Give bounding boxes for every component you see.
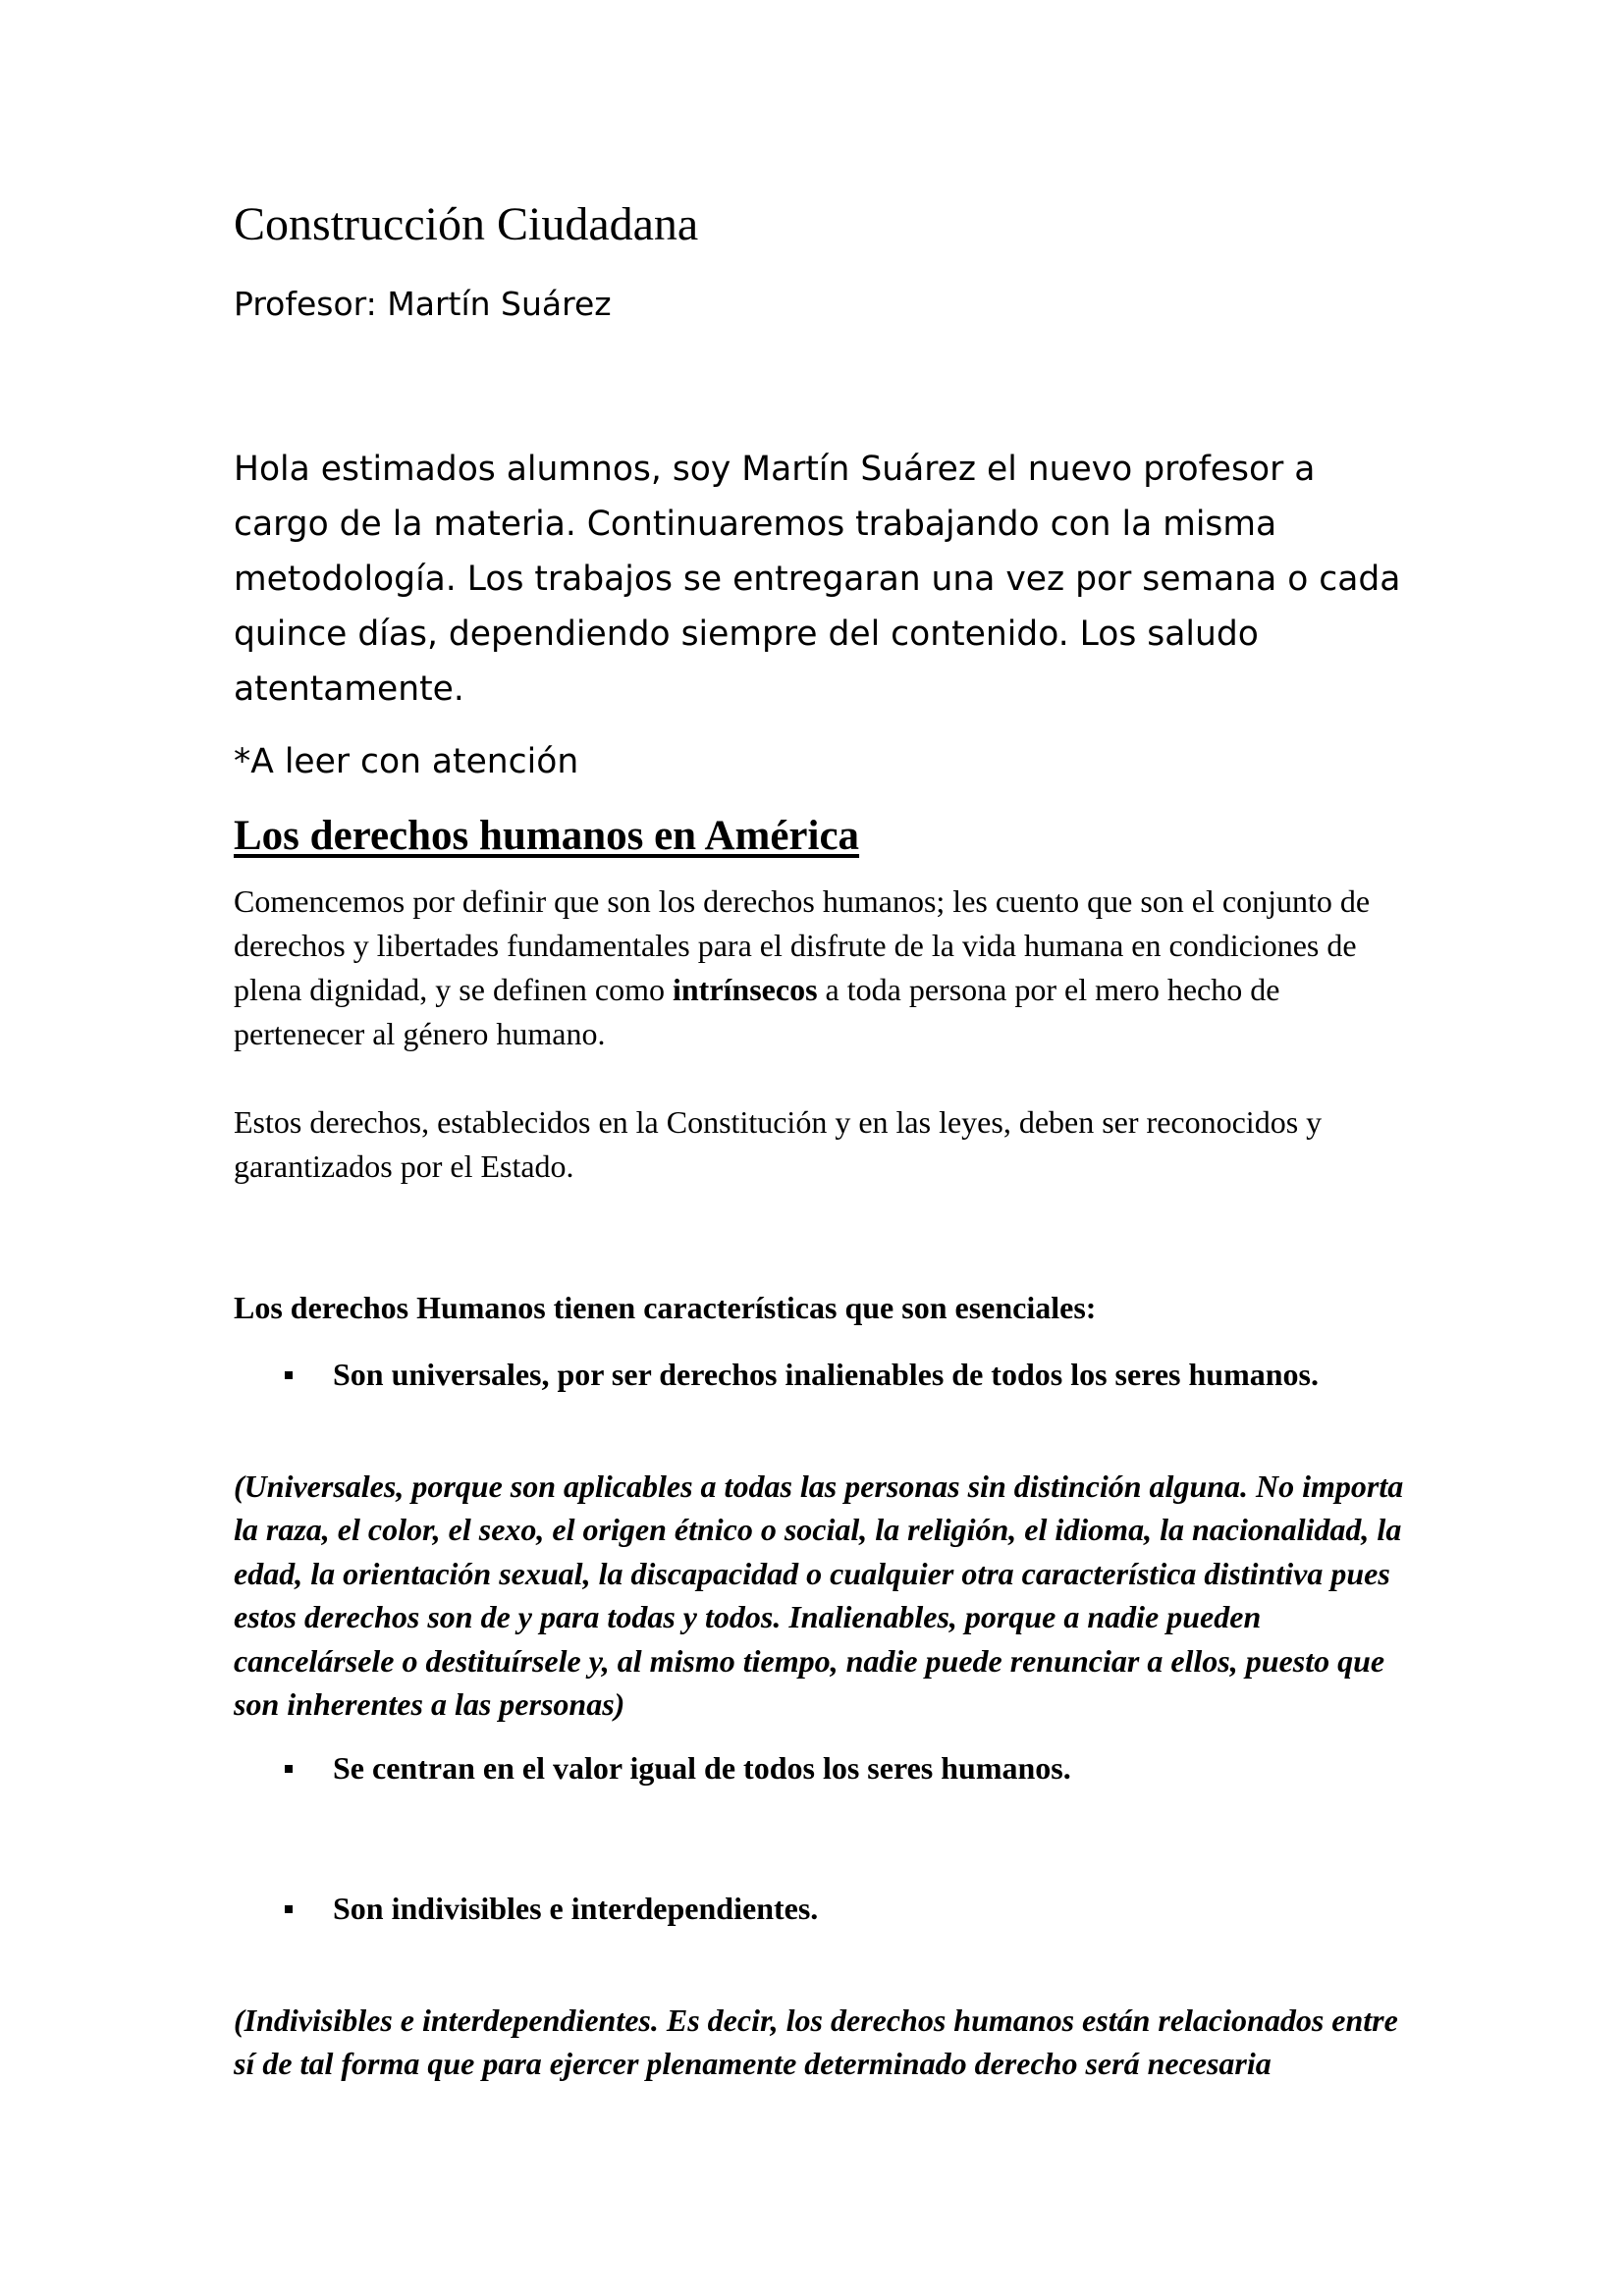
list-item-universal [234, 1353, 1412, 1397]
definition-text-end: a toda persona por el mero hecho de pertenecer al género humano. [234, 971, 1280, 1051]
universal-explanation: (Universales, porque son aplicables a todas las personas sin distinción alguna. No importa la raza, el color, el sexo, el origen étnico o social, la religión, el idioma, la nacionalidad, la edad, la orientación sexual, la discapacidad o cualquier otra característica distintiva pues estos derechos son de y para todas y todos. Inalienables, porque a nadie pueden cancelársele o destituírsele y, al mismo tiempo, nadie puede renunciar a ellos, puesto que son inherentes a las personas) [234, 1468, 1404, 1723]
reading-note: *A leer con atención [234, 742, 579, 782]
document-title: Construcción Ciudadana [234, 198, 699, 250]
list-item-indivisible [234, 1887, 1412, 1931]
square-bullet-icon [285, 1371, 293, 1379]
square-bullet-icon [285, 1765, 293, 1773]
document-content [234, 196, 1412, 2086]
definition-paragraph [234, 880, 1412, 1056]
definition-text-start: Comencemos por definir que son los derechos humanos; les cuento que son el conjunto de derechos y libertades fundamentales para el disfrute de la vida humana en condiciones de plena dignidad, y se definen como [234, 882, 1371, 1007]
list-item-text: Son universales, por ser derechos inalienables de todos los seres humanos. [333, 1356, 1319, 1392]
list-item-equal-value [234, 1746, 1412, 1790]
greeting-paragraph: Hola estimados alumnos, soy Martín Suárez el nuevo profesor a cargo de la materia. Continuaremos trabajando con la misma metodología. Los trabajos se entregaran una vez por semana o cada quince días, dependiendo siempre del contenido. Los saludo atentamente. [234, 450, 1401, 710]
state-paragraph: Estos derechos, establecidos en la Constitución y en las leyes, deben ser reconocidos y garantizados por el Estado. [234, 1103, 1323, 1184]
professor-line: Profesor: Martín Suárez [234, 284, 612, 323]
definition-bold-term: intrínsecos [672, 971, 818, 1007]
list-item-text: Se centran en el valor igual de todos los seres humanos. [333, 1749, 1071, 1786]
list-item-text: Son indivisibles e interdependientes. [333, 1890, 819, 1926]
characteristics-heading: Los derechos Humanos tienen características que son esenciales: [234, 1289, 1097, 1325]
square-bullet-icon [285, 1905, 293, 1913]
section-title: Los derechos humanos en América [234, 813, 860, 860]
indivisible-explanation: (Indivisibles e interdependientes. Es decir, los derechos humanos están relacionados entre sí de tal forma que para ejercer plenamente determinado derecho será necesaria [234, 2002, 1398, 2082]
